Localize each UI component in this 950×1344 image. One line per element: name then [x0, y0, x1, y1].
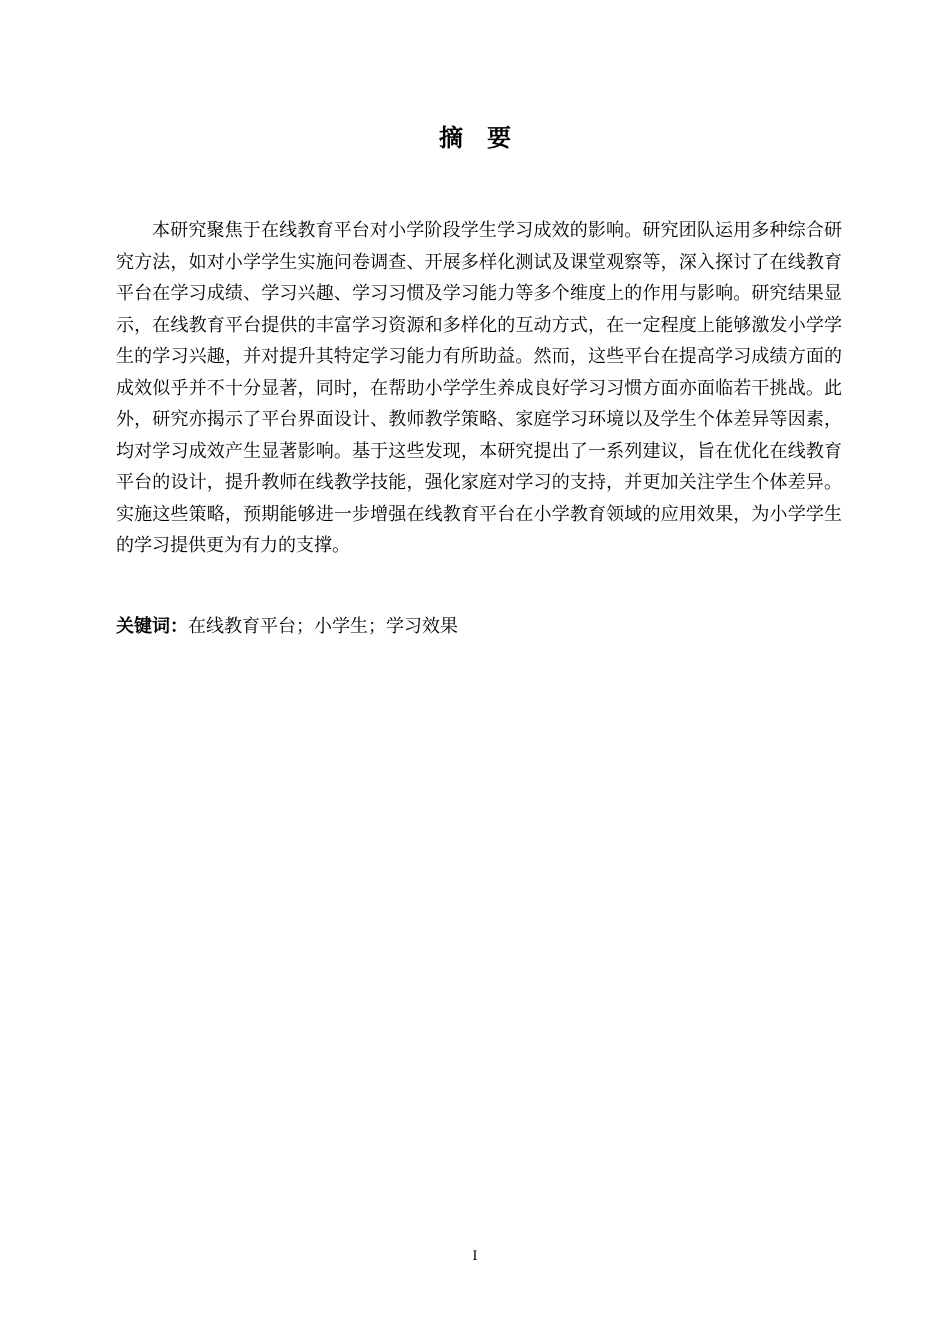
abstract-title: 摘要: [439, 123, 535, 152]
abstract-body: 本研究聚焦于在线教育平台对小学阶段学生学习成效的影响。研究团队运用多种综合研究方法，如对小学学生实施问卷调查、开展多样化测试及课堂观察等，深入探讨了在线教育平台在学习成绩、学习兴趣、学习习惯及学习能力等多个维度上的作用与影响。研究结果显示，在线教育平台提供的丰富学习资源和多样化的互动方式，在一定程度上能够激发小学学生的学习兴趣，并对提升其特定学习能力有所助益。然而，这些平台在提高学习成绩方面的成效似乎并不十分显著，同时，在帮助小学学生养成良好学习习惯方面亦面临若干挑战。此外，研究亦揭示了平台界面设计、教师教学策略、家庭学习环境以及学生个体差异等因素，均对学习成效产生显著影响。基于这些发现，本研究提出了一系列建议，旨在优化在线教育平台的设计，提升教师在线教学技能，强化家庭对学习的支持，并更加关注学生个体差异。实施这些策略，预期能够进一步增强在线教育平台在小学教育领域的应用效果，为小学学生的学习提供更为有力的支撑。: [116, 220, 842, 556]
page-number: I: [472, 1249, 478, 1264]
keywords-label: 关键词：: [116, 616, 188, 637]
keywords-line: [116, 611, 842, 642]
keywords-text: 在线教育平台；小学生；学习效果: [188, 616, 458, 637]
